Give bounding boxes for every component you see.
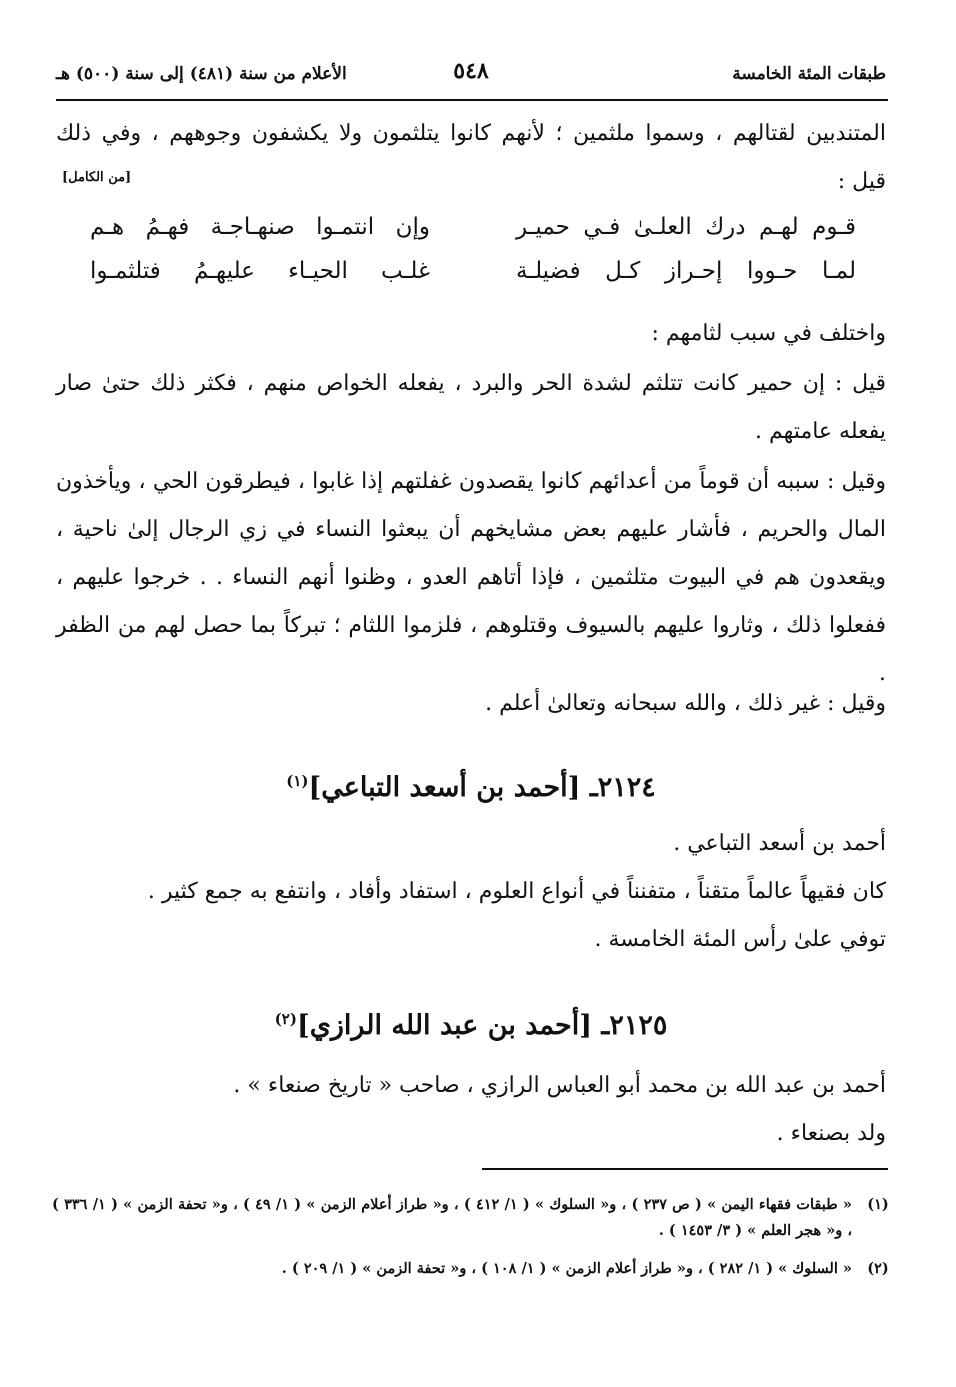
- footnote-ref-1: (١): [286, 772, 309, 790]
- footnote-1-text: « طبقات فقهاء اليمن » ( ص ٢٣٧ ) ، و« السلوك » ( ١/ ٤١٢ ) ، و« طراز أعلام الزمن » ( ١/ ٤٩ ) ، و« تحفة الزمن » ( ١/ ٣٣٦ ) ، و« هجر العلم » ( ٣/ ١٤٥٣ ) .: [52, 1196, 852, 1239]
- entry-2124-line-1: أحمد بن أسعد التباعي .: [673, 831, 886, 856]
- entry-heading-2125-text: ٢١٢٥ـ [أحمد بن عبد الله الرازي]: [296, 1010, 668, 1041]
- paragraph-cause: واختلف في سبب لثامهم :: [651, 321, 886, 346]
- paragraph-opinion-3: وقيل : غير ذلك ، والله سبحانه وتعالىٰ أعلم .: [485, 691, 886, 716]
- running-header: [56, 58, 886, 94]
- meter-tag: [من الكامل]: [62, 170, 132, 185]
- running-title-right: طبقات المئة الخامسة: [732, 64, 886, 84]
- entry-2125-line-1: أحمد بن عبد الله بن محمد أبو العباس الرازي ، صاحب « تاريخ صنعاء » .: [233, 1073, 886, 1098]
- entry-2125-body: [56, 1062, 886, 1158]
- entry-heading-2124: [56, 772, 886, 803]
- footnote-1-number: (١): [867, 1196, 889, 1213]
- intro-line-1: المتندبين لقتالهم ، وسموا ملثمين ؛ لأنهم كانوا يتلثمون ولا يكشفون وجوههم ، وفي ذلك: [56, 121, 886, 146]
- footnote-ref-2: (٢): [274, 1010, 297, 1028]
- entry-2125-line-2: ولد بصنعاء .: [776, 1121, 886, 1146]
- paragraph-opinion-1: قيل : إن حمير كانت تتلثم لشدة الحر والبرد ، يفعله الخواص منهم ، فكثر ذلك حتىٰ صار يفعله عامتهم .: [56, 371, 886, 444]
- running-title-left: الأعلام من سنة (٤٨١) إلى سنة (٥٠٠) هـ: [56, 64, 347, 84]
- verse-line-1: [80, 214, 876, 254]
- verse-2-second-hemistich: غلـب الحيـاء عليهـمُ فتلثمـوا: [90, 258, 430, 284]
- header-rule: [56, 99, 888, 101]
- intro-line-2: قيل :: [837, 169, 886, 194]
- verse-line-2: [80, 258, 876, 298]
- verse-2-first-hemistich: لمـا حـووا إحـراز كـل فضيلـة: [516, 258, 856, 284]
- verse-1-second-hemistich: وإن انتمـوا صنهـاجـة فهـمُ هـم: [90, 214, 430, 240]
- page-number: ٥٤٨: [453, 58, 489, 84]
- footnote-2-number: (٢): [867, 1260, 889, 1277]
- footnote-2: [52, 1256, 896, 1286]
- entry-heading-2125: [56, 1010, 886, 1041]
- entry-2124-body: [56, 820, 886, 964]
- paragraph-opinion-2: وقيل : سببه أن قوماً من أعدائهم كانوا يقصدون غفلتهم إذا غابوا ، فيطرقون الحي ، ويأخذون المال والحريم ، فأشار عليهم بعض مشايخهم أن يبعثوا النساء في زي الرجال إلىٰ ناحية ، ويقعدون هم في البيوت متلثمين ، فإذا أتاهم العدو ، وظنوا أنهم النساء . . خرجوا عليهم ، ففعلوا ذلك ، وثاروا عليهم بالسيوف وقتلوهم ، فلزموا اللثام ؛ تبركاً بما حصل لهم من الظفر .: [56, 469, 886, 686]
- entry-2124-line-2: كان فقيهاً عالماً متقناً ، متفنناً في أنواع العلوم ، استفاد وأفاد ، وانتفع به جمع كثير .: [147, 879, 886, 904]
- entry-2124-line-3: توفي علىٰ رأس المئة الخامسة .: [594, 927, 886, 952]
- entry-heading-2124-text: ٢١٢٤ـ [أحمد بن أسعد التباعي]: [308, 772, 656, 803]
- footnote-separator: [482, 1168, 888, 1170]
- intro-paragraph: [56, 110, 886, 206]
- footnote-2-text: « السلوك » ( ١/ ٢٨٢ ) ، و« طراز أعلام الزمن » ( ١/ ١٠٨ ) ، و« تحفة الزمن » ( ١/ ٢٠٩ ) .: [281, 1260, 852, 1277]
- footnote-1: [52, 1192, 896, 1248]
- verse-1-first-hemistich: قـوم لهـم درك العلـىٰ فـي حميـر: [516, 214, 856, 240]
